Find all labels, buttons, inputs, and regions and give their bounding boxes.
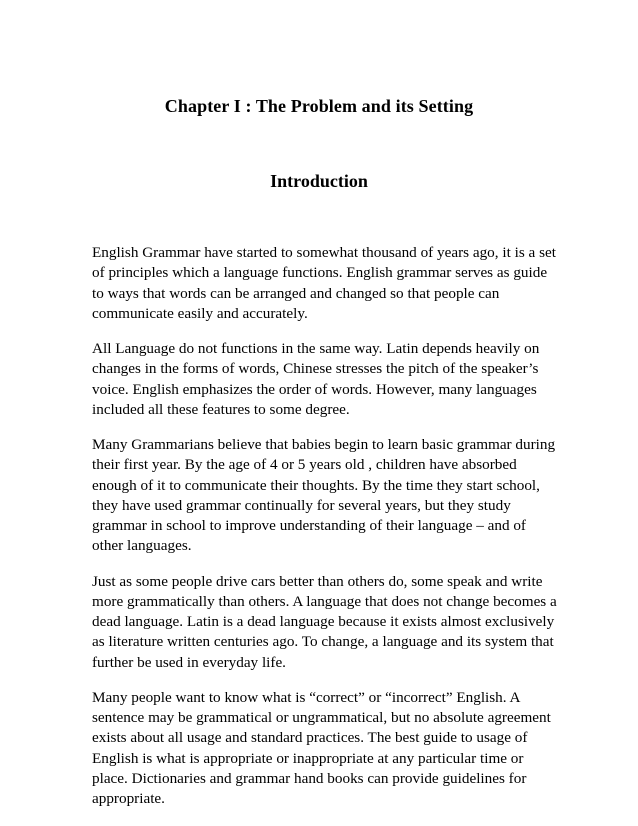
text-line: grammar in school to improve understanding of their language – and of (92, 517, 526, 535)
text-line: communicate easily and accurately. (92, 304, 308, 322)
paragraph (92, 435, 562, 557)
text-line: dead language. Latin is a dead language because it exists almost exclusively (92, 613, 555, 631)
text-line: included all these features to some degree. (92, 400, 350, 418)
document-body (92, 243, 562, 824)
paragraph (92, 688, 562, 810)
text-line: English is what is appropriate or inappropriate at any particular time or (92, 749, 524, 767)
text-line: Just as some people drive cars better than others do, some speak and write (92, 572, 543, 590)
text-line: appropriate. (92, 790, 165, 808)
text-line: All Language do not functions in the same way. Latin depends heavily on (92, 339, 540, 357)
text-line: other languages. (92, 537, 192, 555)
paragraph (92, 243, 562, 324)
text-line: of principles which a language functions. English grammar serves as guide (92, 264, 548, 282)
paragraph (92, 572, 562, 673)
text-line: Many Grammarians believe that babies begin to learn basic grammar during (92, 435, 556, 453)
text-line: as literature written centuries ago. To change, a language and its system that (92, 633, 554, 651)
text-line: changes in the forms of words, Chinese stresses the pitch of the speaker’s (92, 360, 539, 378)
paragraph (92, 339, 562, 420)
text-line: sentence may be grammatical or ungrammatical, but no absolute agreement (92, 709, 551, 727)
text-line: voice. English emphasizes the order of words. However, many languages (92, 380, 537, 398)
section-title: Introduction (270, 171, 368, 191)
text-line: they have used grammar continually for several years, but they study (92, 496, 511, 514)
text-line: place. Dictionaries and grammar hand books can provide guidelines for (92, 770, 527, 788)
text-line: Many people want to know what is “correct” or “incorrect” English. A (92, 688, 521, 706)
chapter-title: Chapter I : The Problem and its Setting (164, 96, 474, 116)
text-line: English Grammar have started to somewhat thousand of years ago, it is a set (92, 244, 556, 261)
text-line: exists about all usage and standard practices. The best guide to usage of (92, 729, 528, 747)
text-line: more grammatically than others. A language that does not change becomes a (92, 592, 557, 610)
text-line: enough of it to communicate their thoughts. By the time they start school, (92, 476, 540, 494)
text-line: to ways that words can be arranged and changed so that people can (92, 284, 500, 302)
text-line: further be used in everyday life. (92, 653, 286, 671)
text-line: their first year. By the age of 4 or 5 years old , children have absorbed (92, 456, 517, 474)
